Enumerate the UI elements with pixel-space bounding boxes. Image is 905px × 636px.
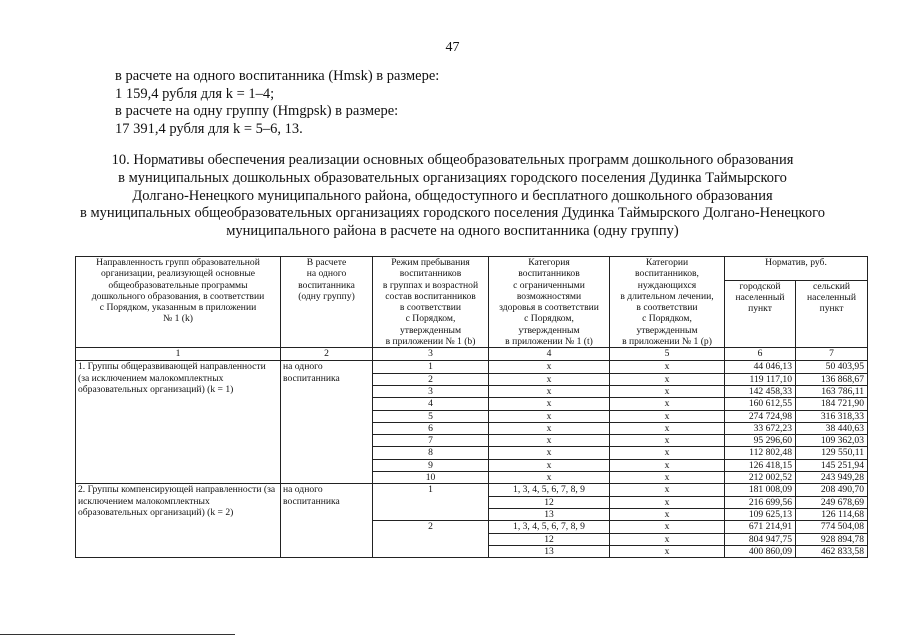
group-1-description: 1. Группы общеразвивающей направленности (за исключением малокомплектных образовательных организаций) (k = 1) — [76, 361, 281, 484]
table-row: 3 х х 142 458,33 163 786,11 — [76, 385, 868, 397]
page-number: 47 — [445, 40, 460, 55]
heading-line: в муниципальных общеобразовательных организациях городского поселения Дудинка Таймырского Долгано-Ненецкого — [80, 205, 825, 222]
table-row: 1. Группы общеразвивающей направленности (за исключением малокомплектных образовательных организаций) (k = 1) на одного воспитанника 1 х х 44 046,13 50 403,95 — [76, 361, 868, 373]
group-2-description: 2. Группы компенсирующей направленности (за исключением малокомплектных образовательных организаций) (k = 2) — [76, 484, 281, 558]
header-rural: сельский населенный пункт — [796, 280, 868, 348]
header-health-category: Категория воспитанников с ограниченными возможностями здоровья в соответствии с Порядком, утвержденным в приложении № 1 (t) — [489, 257, 610, 348]
header-regime: Режим пребывания воспитанников в группах и возрастной состав воспитанников в соответствии с Порядком, утвержденным в приложении № 1 (b) — [373, 257, 489, 348]
table-header-row — [76, 257, 868, 281]
table-row: 6 х х 33 672,23 38 440,63 — [76, 422, 868, 434]
table-row: 12 х 804 947,75 928 894,78 — [76, 533, 868, 545]
table-row: 8 х х 112 802,48 129 550,11 — [76, 447, 868, 459]
table-row: 2 х х 119 117,10 136 868,67 — [76, 373, 868, 385]
table-row: 9 х х 126 418,15 145 251,94 — [76, 459, 868, 471]
table-row: 4 х х 160 612,55 184 721,90 — [76, 398, 868, 410]
intro-line: 1 159,4 рубля для k = 1–4; — [115, 85, 275, 102]
header-city: городской населенный пункт — [725, 280, 796, 348]
column-number-row: 1 2 3 4 5 6 7 — [76, 348, 868, 361]
norms-table — [75, 256, 868, 558]
header-basis: В расчете на одного воспитанника (одну группу) — [281, 257, 373, 348]
table-row: 5 х х 274 724,98 316 318,33 — [76, 410, 868, 422]
intro-line: в расчете на одну группу (Нmgpsk) в размере: — [115, 103, 399, 119]
table-row: 13 х 109 625,13 126 114,68 — [76, 508, 868, 520]
header-direction: Направленность групп образовательной организации, реализующей основные общеобразовательные программы дошкольного образования, в соответствии с Порядком, указанным в приложении № 1 (k) — [76, 257, 281, 348]
table-row: 2. Группы компенсирующей направленности (за исключением малокомплектных образовательных организаций) (k = 2) на одного воспитанника 1 1, 3, 4, 5, 6, 7, 8, 9 х 181 008,09 208 490,70 — [76, 484, 868, 496]
table-row: 7 х х 95 296,60 109 362,03 — [76, 435, 868, 447]
heading-line: муниципального района в расчете на одного воспитанника (одну группу) — [226, 223, 679, 240]
intro-text — [115, 68, 439, 138]
footnote-divider — [0, 634, 235, 635]
table-row: 2 1, 3, 4, 5, 6, 7, 8, 9 х 671 214,91 774 504,08 — [76, 521, 868, 533]
header-treatment-category: Категории воспитанников, нуждающихся в длительном лечении, в соответствии с Порядком, утвержденным в приложении № 1 (p) — [610, 257, 725, 348]
table-row: 10 х х 212 002,52 243 949,28 — [76, 472, 868, 484]
heading-line: 10. Нормативы обеспечения реализации основных общеобразовательных программ дошкольного образования — [111, 152, 794, 168]
table-row: 12 х 216 699,56 249 678,69 — [76, 496, 868, 508]
section-heading — [60, 152, 845, 241]
intro-line: 17 391,4 рубля для k = 5–6, 13. — [115, 120, 303, 137]
intro-line: в расчете на одного воспитанника (Нmsk) в размере: — [115, 68, 440, 84]
heading-line: в муниципальных дошкольных образовательных организациях городского поселения Дудинка Таймырского — [118, 169, 787, 186]
header-norm: Норматив, руб. — [725, 257, 868, 281]
group-1-basis: на одного воспитанника — [281, 361, 373, 484]
group-2-basis: на одного воспитанника — [281, 484, 373, 558]
table-row: 13 х 400 860,09 462 833,58 — [76, 545, 868, 557]
heading-line: Долгано-Ненецкого муниципального района, общедоступного и бесплатного дошкольного образования — [132, 187, 773, 204]
